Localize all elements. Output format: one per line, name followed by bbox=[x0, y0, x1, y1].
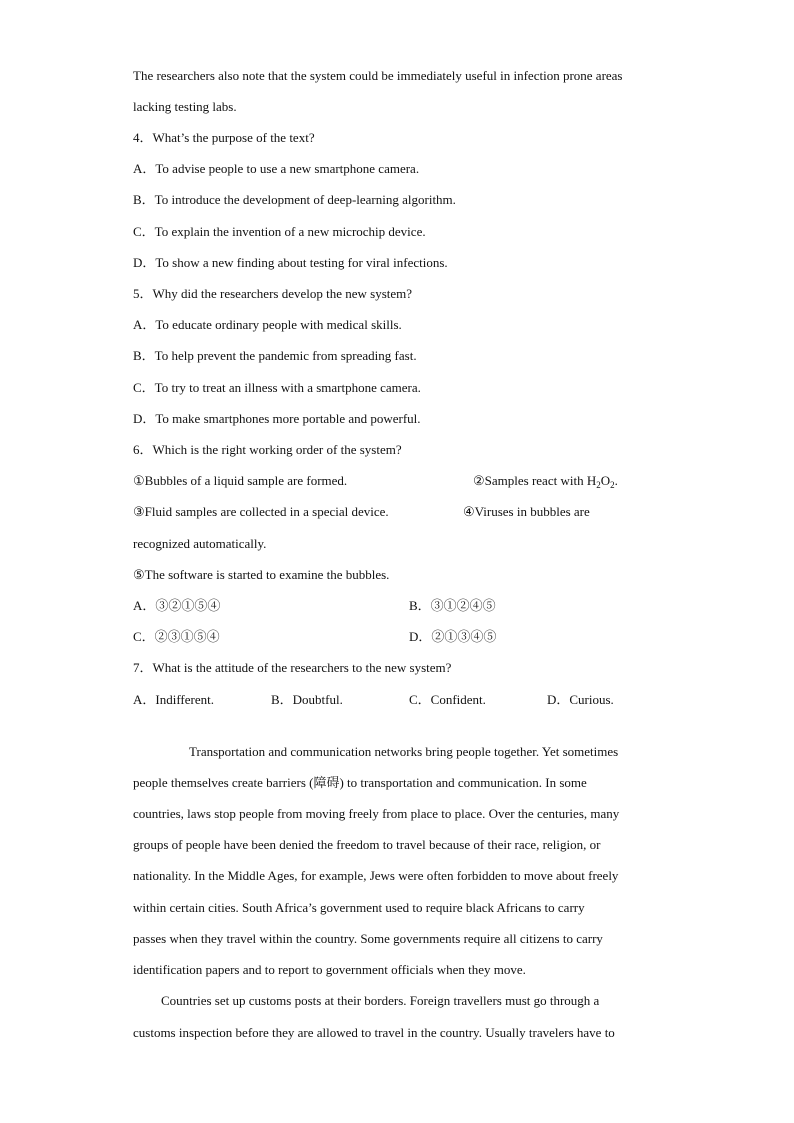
step-5: ⑤The software is started to examine the bubbles. bbox=[133, 567, 390, 582]
question-5-option-a: A．To educate ordinary people with medical skills. bbox=[133, 317, 402, 332]
passage-p2-line-1: Countries set up customs posts at their borders. Foreign travellers must go through a bbox=[161, 993, 600, 1008]
passage-p1-line-6: within certain cities. South Africa’s government used to require black Africans to carry bbox=[133, 900, 585, 915]
intro-line-1: The researchers also note that the system could be immediately useful in infection prone areas bbox=[133, 68, 623, 83]
step-4: ④Viruses in bubbles are bbox=[463, 504, 590, 519]
passage-p1-line-7: passes when they travel within the country. Some governments require all citizens to carry bbox=[133, 931, 603, 946]
question-4-option-c: C．To explain the invention of a new microchip device. bbox=[133, 224, 426, 239]
question-7-option-a: A．Indifferent. bbox=[133, 692, 214, 707]
question-6-stem: 6．Which is the right working order of the system? bbox=[133, 442, 402, 457]
question-4-option-a: A．To advise people to use a new smartphone camera. bbox=[133, 161, 420, 176]
question-7-option-c: C．Confident. bbox=[409, 692, 486, 707]
step-4-continued: recognized automatically. bbox=[133, 536, 267, 551]
step-2: ②Samples react with $H_2O_2$. bbox=[473, 473, 618, 490]
question-6-option-c: C．②③①⑤④ bbox=[133, 629, 220, 644]
question-5-option-c: C．To try to treat an illness with a smartphone camera. bbox=[133, 380, 421, 395]
passage-p1-line-2: people themselves create barriers (障碍) to transportation and communication. In some bbox=[133, 775, 587, 790]
question-7-option-d: D．Curious. bbox=[547, 692, 614, 707]
step-3: ③Fluid samples are collected in a special device. bbox=[133, 504, 389, 519]
passage-p1-line-8: identification papers and to report to government officials when they move. bbox=[133, 962, 526, 977]
question-4-option-b: B．To introduce the development of deep-learning algorithm. bbox=[133, 192, 456, 207]
intro-line-2: lacking testing labs. bbox=[133, 99, 237, 114]
passage-p2-line-2: customs inspection before they are allowed to travel in the country. Usually travelers have to bbox=[133, 1025, 615, 1040]
question-6-option-b: B．③①②④⑤ bbox=[409, 598, 496, 613]
step-1: ①Bubbles of a liquid sample are formed. bbox=[133, 473, 348, 488]
question-5-stem: 5．Why did the researchers develop the new system? bbox=[133, 286, 413, 301]
question-6-option-d: D．②①③④⑤ bbox=[409, 629, 497, 644]
question-4-option-d: D．To show a new finding about testing for viral infections. bbox=[133, 255, 448, 270]
question-6-option-a: A．③②①⑤④ bbox=[133, 598, 221, 613]
passage-p1-line-5: nationality. In the Middle Ages, for example, Jews were often forbidden to move about freely bbox=[133, 868, 619, 883]
passage-p1-line-4: groups of people have been denied the freedom to travel because of their race, religion, or bbox=[133, 837, 601, 852]
passage-p1-line-3: countries, laws stop people from moving freely from place to place. Over the centuries, many bbox=[133, 806, 620, 821]
question-7-stem: 7．What is the attitude of the researchers to the new system? bbox=[133, 660, 452, 675]
question-5-option-d: D．To make smartphones more portable and powerful. bbox=[133, 411, 421, 426]
question-5-option-b: B．To help prevent the pandemic from spreading fast. bbox=[133, 348, 417, 363]
passage-p1-line-1: Transportation and communication networks bring people together. Yet sometimes bbox=[189, 744, 619, 759]
question-7-option-b: B．Doubtful. bbox=[271, 692, 343, 707]
question-4-stem: 4．What’s the purpose of the text? bbox=[133, 130, 315, 145]
